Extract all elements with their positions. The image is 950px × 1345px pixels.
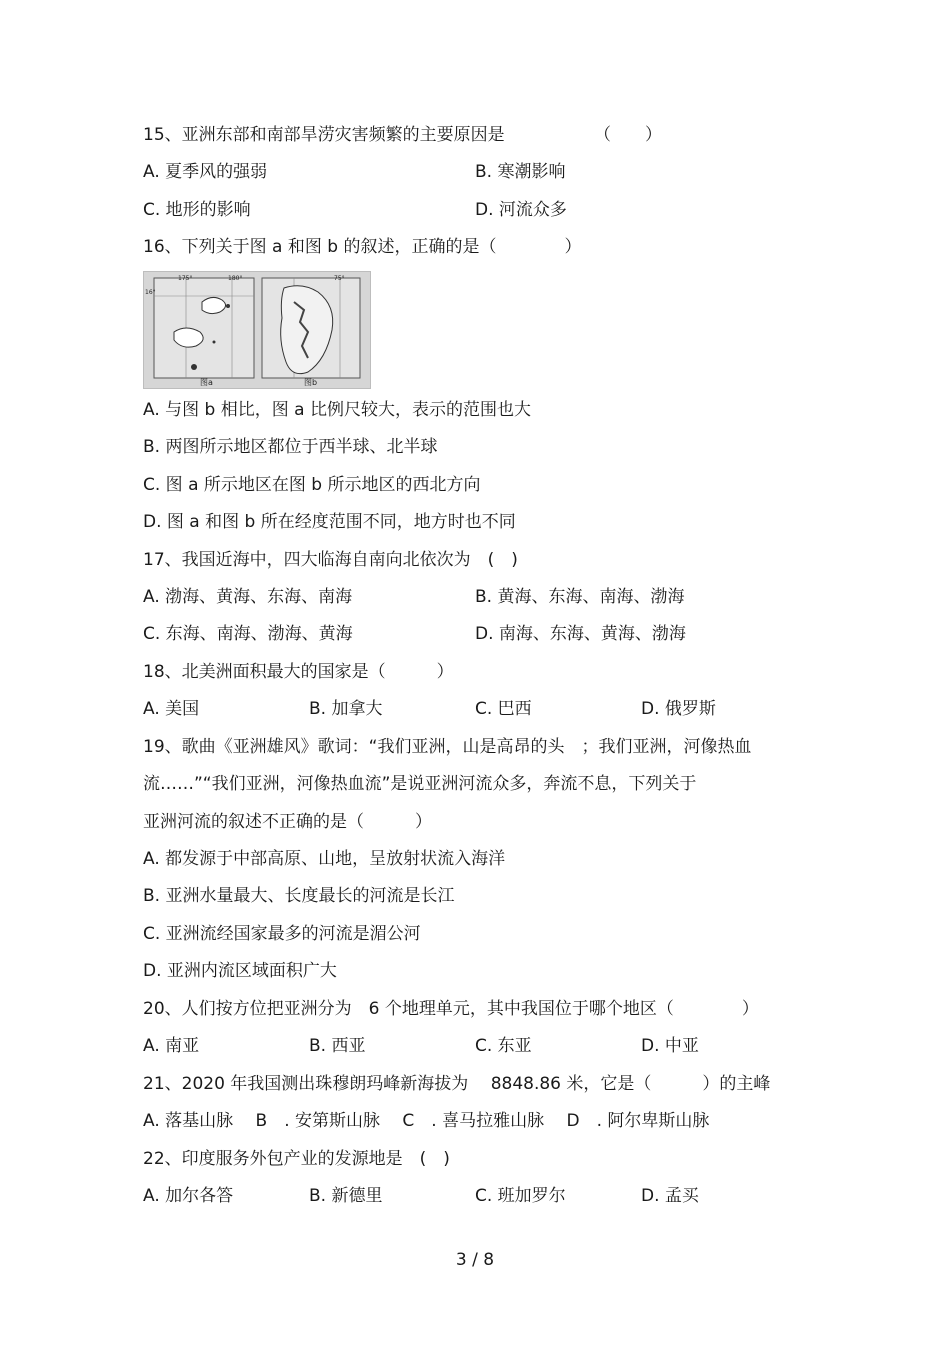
question-19-option-b: B. 亚洲水量最大、长度最长的河流是长江 <box>143 886 455 906</box>
question-15-option-a: A. 夏季风的强弱 <box>143 162 268 182</box>
question-17-option-d: D. 南海、东海、黄海、渤海 <box>475 624 686 644</box>
map-a-island-2 <box>174 328 203 347</box>
svg-text:16°: 16° <box>145 289 156 296</box>
map-a-islet <box>191 364 197 370</box>
question-22-option-d: D. 孟买 <box>641 1186 699 1206</box>
question-16-option-b: B. 两图所示地区都位于西半球、北半球 <box>143 437 438 457</box>
question-18-stem: 18、北美洲面积最大的国家是（ ） <box>143 662 454 682</box>
question-17-option-a: A. 渤海、黄海、东海、南海 <box>143 587 353 607</box>
question-19-stem-line-1: 19、歌曲《亚洲雄风》歌词：“我们亚洲，山是高昂的头 ；我们亚洲，河像热血 <box>143 737 752 757</box>
question-18-option-a: A. 美国 <box>143 699 200 719</box>
question-15-option-d: D. 河流众多 <box>475 200 567 220</box>
question-18-option-d: D. 俄罗斯 <box>641 699 716 719</box>
question-21-options: A. 落基山脉 B . 安第斯山脉 C . 喜马拉雅山脉 D . 阿尔卑斯山脉 <box>143 1111 710 1131</box>
question-22-option-b: B. 新德里 <box>309 1186 383 1206</box>
question-21-stem: 21、2020 年我国测出珠穆朗玛峰新海拔为 8848.86 米，它是（ ）的主峰 <box>143 1074 771 1094</box>
question-20-option-a: A. 南亚 <box>143 1036 200 1056</box>
svg-text:75°: 75° <box>334 275 345 282</box>
map-a-label: 图a <box>200 378 213 387</box>
svg-text:180°: 180° <box>228 275 243 282</box>
question-19-stem-line-2: 流……”“我们亚洲，河像热血流”是说亚洲河流众多，奔流不息，下列关于 <box>143 774 697 794</box>
question-20-option-c: C. 东亚 <box>475 1036 532 1056</box>
question-16-option-d: D. 图 a 和图 b 所在经度范围不同，地方时也不同 <box>143 512 516 532</box>
question-20-stem: 20、人们按方位把亚洲分为 6 个地理单元，其中我国位于哪个地区（ ） <box>143 999 759 1019</box>
question-17-stem: 17、我国近海中，四大临海自南向北依次为 ( ) <box>143 550 518 570</box>
question-15-option-c: C. 地形的影响 <box>143 200 251 220</box>
question-15-option-b: B. 寒潮影响 <box>475 162 566 182</box>
svg-text:175°: 175° <box>178 275 193 282</box>
question-22-option-c: C. 班加罗尔 <box>475 1186 566 1206</box>
question-17-option-b: B. 黄海、东海、南海、渤海 <box>475 587 685 607</box>
question-22-option-a: A. 加尔各答 <box>143 1186 234 1206</box>
question-15-stem: 15、亚洲东部和南部旱涝灾害频繁的主要原因是 <box>143 125 505 145</box>
map-a-island-1 <box>202 297 226 313</box>
map-a-frame <box>154 278 254 378</box>
page-number: 3 / 8 <box>455 1250 495 1270</box>
question-19-stem-line-3: 亚洲河流的叙述不正确的是（ ） <box>143 812 432 832</box>
question-16-stem: 16、下列关于图 a 和图 b 的叙述，正确的是（ ） <box>143 237 582 257</box>
question-19-option-d: D. 亚洲内流区域面积广大 <box>143 961 337 981</box>
question-18-option-b: B. 加拿大 <box>309 699 383 719</box>
question-18-option-c: C. 巴西 <box>475 699 532 719</box>
question-17-option-c: C. 东海、南海、渤海、黄海 <box>143 624 353 644</box>
question-16-option-a: A. 与图 b 相比，图 a 比例尺较大，表示的范围也大 <box>143 400 531 420</box>
question-16-figure <box>143 271 371 389</box>
map-b-label: 图b <box>304 378 318 387</box>
question-20-option-d: D. 中亚 <box>641 1036 699 1056</box>
question-15-bracket: （ ） <box>594 125 662 145</box>
question-19-option-c: C. 亚洲流经国家最多的河流是湄公河 <box>143 924 421 944</box>
map-figure-svg <box>144 272 370 388</box>
question-16-option-c: C. 图 a 所示地区在图 b 所示地区的西北方向 <box>143 475 481 495</box>
question-22-stem: 22、印度服务外包产业的发源地是 ( ) <box>143 1149 450 1169</box>
question-19-option-a: A. 都发源于中部高原、山地，呈放射状流入海洋 <box>143 849 506 869</box>
question-20-option-b: B. 西亚 <box>309 1036 366 1056</box>
